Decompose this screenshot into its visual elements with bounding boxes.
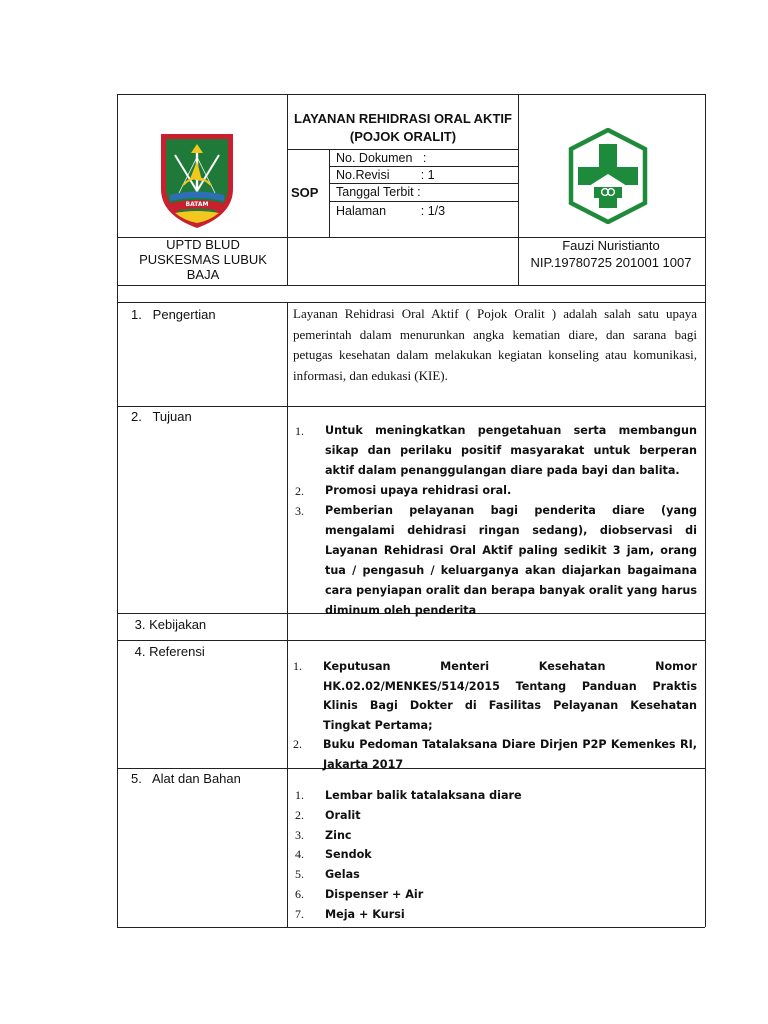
list-item: 2. Buku Pedoman Tatalaksana Diare Dirjen P2P Kemenkes RI, Jakarta 2017 <box>293 737 697 771</box>
unit-name <box>118 237 288 282</box>
row-line <box>117 640 705 641</box>
meta-no-revisi: No.Revisi : 1 <box>336 168 435 182</box>
list-item-text: Promosi upaya rehidrasi oral. <box>325 484 512 497</box>
list-item-text: Dispenser + Air <box>325 887 424 901</box>
meta-halaman: Halaman : 1/3 <box>336 204 446 218</box>
list-item: 2. Promosi upaya rehidrasi oral. <box>295 484 512 498</box>
list-item-text: Sendok <box>325 848 372 862</box>
tujuan-list <box>295 421 697 621</box>
list-item-text: Zinc <box>325 828 352 842</box>
alat-bahan-list <box>295 786 697 925</box>
label-kebijakan: 3. Kebijakan <box>131 617 207 632</box>
row-line <box>117 406 705 407</box>
list-item-text: Untuk meningkatkan pengetahuan serta membangun sikap dan perilaku positif masyarakat untuk berperan aktif dalam penanggulangan diare pada bayi dan balita. <box>325 424 697 477</box>
list-item: 6. Dispenser + Air <box>295 886 424 901</box>
list-item-text: Gelas <box>325 868 360 882</box>
list-item-text: Meja + Kursi <box>325 907 405 921</box>
signatory-name: Fauzi Nuristianto <box>562 238 660 253</box>
puskesmas-logo <box>568 128 648 224</box>
list-item-text: Lembar balik tatalaksana diare <box>325 789 522 802</box>
label-pengertian: 1. Pengertian <box>131 307 216 322</box>
unit-name-line: BAJA <box>186 267 220 282</box>
document-title: LAYANAN REHIDRASI ORAL AKTIF (POJOK ORALIT) <box>294 111 512 144</box>
list-item: 1. Untuk meningkatkan pengetahuan serta membangun sikap dan perilaku positif masyarakat untuk berperan aktif dalam penanggulangan diare pada bayi dan balita. <box>295 424 697 477</box>
list-item: 3. Pemberian pelayanan bagi penderita diare (yang mengalami dehidrasi ringan sedang), diobservasi di Layanan Rehidrasi Oral Aktif paling sedikit 3 jam, orang tua / pengasuh / keluarganya akan diajarkan bagaimana cara penyiapan oralit dan berapa banyak oralit yang harus diminum oleh penderita <box>295 504 697 617</box>
signatory <box>518 237 704 271</box>
label-alat-dan-bahan: 5. Alat dan Bahan <box>131 771 241 786</box>
batam-city-emblem <box>157 131 237 231</box>
list-item: 5. Gelas <box>295 867 360 882</box>
row-line <box>117 302 705 303</box>
table-border-left <box>117 94 118 927</box>
list-item-text: Pemberian pelayanan bagi penderita diare (yang mengalami dehidrasi ringan sedang), diobservasi di Layanan Rehidrasi Oral Aktif paling sedikit 3 jam, orang tua / pengasuh / keluarganya akan diajarkan bagaimana cara penyiapan oralit dan berapa banyak oralit yang harus diminum oleh penderita <box>325 504 697 617</box>
list-item: 7. Meja + Kursi <box>295 906 405 921</box>
meta-divider <box>329 149 330 237</box>
list-item-text: Keputusan Menteri Kesehatan Nomor HK.02.02/MENKES/514/2015 Tentang Panduan Praktis Klinis Bagi Dokter di Fasilitas Pelayanan Kesehatan Tingkat Pertama; <box>323 660 697 732</box>
table-border-bottom <box>117 927 705 928</box>
column-divider <box>287 302 288 927</box>
list-item-text: Buku Pedoman Tatalaksana Diare Dirjen P2P Kemenkes RI, Jakarta 2017 <box>323 738 697 771</box>
meta-no-dokumen: No. Dokumen : <box>336 151 427 165</box>
list-item: 3. Zinc <box>295 827 352 842</box>
list-item: 1. Lembar balik tatalaksana diare <box>295 788 522 802</box>
pengertian-text: Layanan Rehidrasi Oral Aktif ( Pojok Oralit ) adalah salah satu upaya pemerintah dalam menurunkan angka kematian diare, dan sarana bagi petugas kesehatan dalam melakukan kegiatan konseling atau komunikasi, informasi, dan edukasi (KIE). <box>293 306 697 383</box>
label-tujuan: 2. Tujuan <box>131 409 192 424</box>
sop-label: SOP <box>291 185 319 200</box>
referensi-list <box>293 657 697 774</box>
signatory-nip: NIP.19780725 201001 1007 <box>530 255 692 270</box>
meta-tanggal-terbit: Tanggal Terbit : <box>336 185 421 199</box>
list-item: 1. Keputusan Menteri Kesehatan Nomor HK.02.02/MENKES/514/2015 Tentang Panduan Praktis Klinis Bagi Dokter di Fasilitas Pelayanan Kesehatan Tingkat Pertama; <box>293 659 697 732</box>
unit-name-line: UPTD BLUD <box>166 237 240 252</box>
emblem-caption: BATAM <box>185 201 209 208</box>
label-referensi: 4. Referensi <box>131 644 205 659</box>
unit-name-line: PUSKESMAS LUBUK <box>139 252 267 267</box>
table-border-top <box>117 94 705 95</box>
list-item-text: Oralit <box>325 808 361 822</box>
list-item: 4. Sendok <box>295 847 372 862</box>
spacer-row-top-line <box>117 285 705 286</box>
list-item: 2. Oralit <box>295 807 361 822</box>
table-border-right <box>705 94 706 927</box>
meta-row-line <box>329 201 518 202</box>
